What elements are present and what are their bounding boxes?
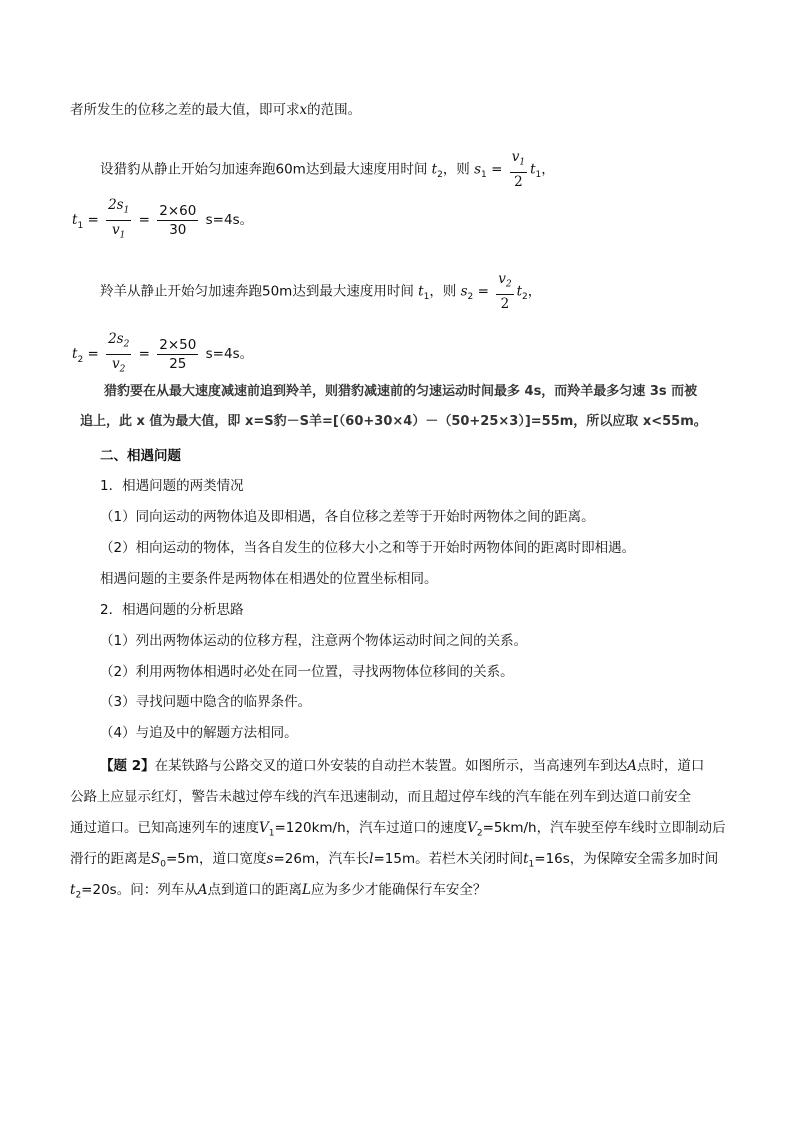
- list-item: （1）列出两物体运动的位移方程，注意两个物体运动时间之间的关系。: [100, 633, 528, 649]
- list-item: （4）与追及中的解题方法相同。: [100, 725, 298, 741]
- text-line: 设猎豹从静止开始匀加速奔跑60m达到最大速度用时间 $t_2$，则 $s_1$ = $\frac{v_1}{2}$ $t_1$，: [100, 149, 555, 190]
- fraction: $\frac{2s_1}{v_1}$: [108, 197, 130, 241]
- list-item: 1．相遇问题的两类情况: [100, 478, 244, 494]
- question-line: $t_2=20s$。问：列车从A点到道口的距离L应为多少才能确保行车安全？: [70, 882, 487, 901]
- formula: $t_1$ = $\frac{2s_1}{v_1}$ = $\frac{2\times 60}{30}$ s=4s。: [72, 196, 253, 244]
- list-item: 2．相遇问题的分析思路: [100, 602, 244, 618]
- list-item: （3）寻找问题中隐含的临界条件。: [100, 694, 312, 710]
- text-line: 羚羊从静止开始匀加速奔跑50m达到最大速度用时间 $t_1$，则 $s_2$ = $\frac{v_2}{2}$ $t_2$，: [100, 271, 542, 312]
- list-item: 相遇问题的主要条件是两物体在相遇处的位置坐标相同。: [100, 571, 438, 587]
- scan-line: 猎豹要在从最大速度减速前追到羚羊，则猎豹减速前的匀速运动时间最多 4s，而羚羊最多匀速 3s 而被: [104, 384, 698, 399]
- list-item: （2）利用两物体相遇时必处在同一位置，寻找两物体位移间的关系。: [100, 664, 514, 680]
- fraction: $\frac{2\times 60}{30}$: [159, 202, 197, 238]
- var-x: x: [299, 102, 308, 118]
- fraction: $\frac{2s_2}{v_2}$: [108, 331, 130, 375]
- section-heading: 二、相遇问题: [100, 448, 181, 464]
- fraction: $\frac{v_2}{2}$: [498, 271, 512, 312]
- list-item: （1）同向运动的两物体追及即相遇，各自位移之差等于开始时两物体之间的距离。: [100, 509, 595, 525]
- fraction: $\frac{2\times 50}{25}$: [159, 336, 197, 372]
- text-line: 者所发生的位移之差的最大值，即可求x的范围。: [70, 102, 362, 118]
- formula: $t_2$ = $\frac{2s_2}{v_2}$ = $\frac{2\times 50}{25}$ s=4s。: [72, 330, 253, 378]
- question-line: 公路上应显示红灯，警告未越过停车线的汽车迅速制动，而且超过停车线的汽车能在列车到达道口前安全: [70, 789, 691, 805]
- list-item: （2）相向运动的物体，当各自发生的位移大小之和等于开始时两物体间的距离时即相遇。: [100, 540, 636, 556]
- question-line: 滑行的距离是$S_0=5m$，道口宽度s=26m，汽车长l=15m。若栏木关闭时间$t_1=16s$，为保障安全需多加时间: [70, 851, 719, 870]
- question-line: 【题 2】在某铁路与公路交叉的道口外安装的自动拦木装置。如图所示，当高速列车到达A点时，道口: [100, 758, 705, 774]
- question-tag: 【题 2】: [100, 758, 155, 774]
- fraction: $\frac{v_1}{2}$: [511, 149, 526, 190]
- scan-line: 追上，此 x 值为最大值，即 x=S豹－S羊=[（60+30×4）－（50+25×3）]=55m，所以应取 x<55m。: [80, 414, 707, 429]
- question-line: 通过道口。已知高速列车的速度$V_1=120km/h$，汽车过道口的速度$V_2=5km/h$，汽车驶至停车线时立即制动后: [70, 820, 726, 839]
